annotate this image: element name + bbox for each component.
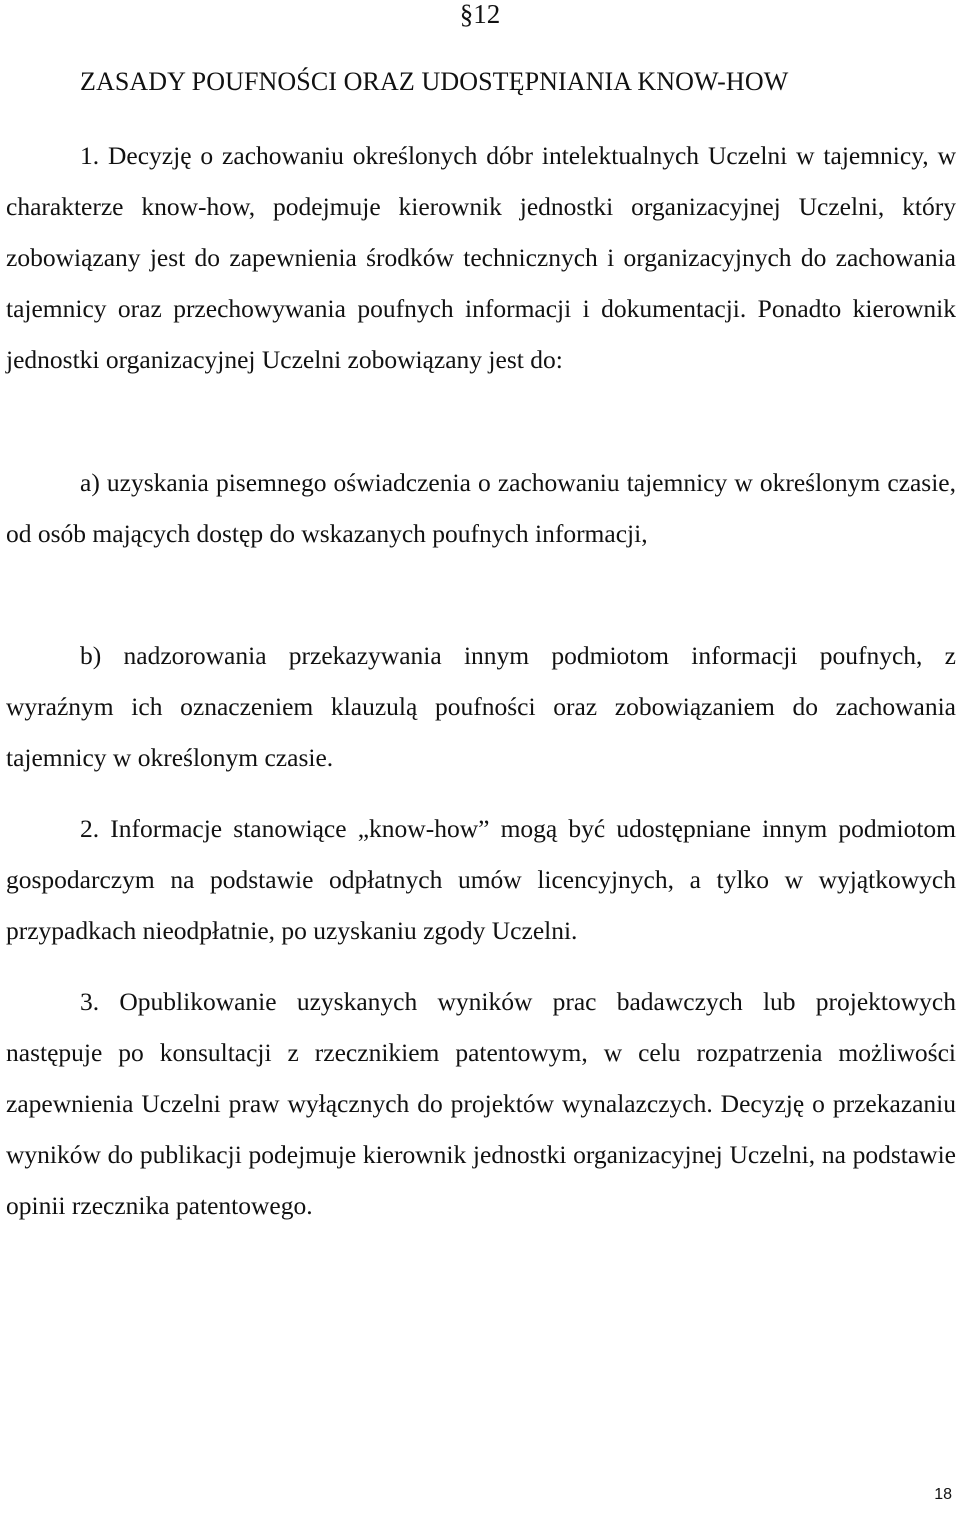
- section-number-text: §12: [459, 0, 501, 29]
- section-number: [0, 0, 960, 34]
- section-title: ZASADY POUFNOŚCI ORAZ UDOSTĘPNIANIA KNOW-HOW: [80, 67, 789, 96]
- paragraph-2: 2. Informacje stanowiące „know-how” mogą być udostępniane innym podmiotom gospodarczym na podstawie odpłatnych umów licencyjnych, a tylko w wyjątkowych przypadkach nieodpłatnie, po uzyskaniu zgody Uczelni.: [6, 814, 956, 945]
- page-number: 18: [934, 1486, 952, 1503]
- paragraph-1-item-a: a) uzyskania pisemnego oświadczenia o zachowaniu tajemnicy w określonym czasie, od osób mających dostęp do wskazanych poufnych informacji,: [6, 468, 956, 548]
- paragraph-3: 3. Opublikowanie uzyskanych wyników prac badawczych lub projektowych następuje po konsultacji z rzecznikiem patentowym, w celu rozpatrzenia możliwości zapewnienia Uczelni praw wyłącznych do projektów wynalazczych. Decyzję o przekazaniu wyników do publikacji podejmuje kierownik jednostki organizacyjnej Uczelni, na podstawie opinii rzecznika patentowego.: [6, 987, 956, 1220]
- paragraph-1-item-b: b) nadzorowania przekazywania innym podmiotom informacji poufnych, z wyraźnym ich oznaczeniem klauzulą poufności oraz zobowiązaniem do zachowania tajemnicy w określonym czasie.: [6, 641, 956, 772]
- paragraph-1: 1. Decyzję o zachowaniu określonych dóbr intelektualnych Uczelni w tajemnicy, w charakterze know-how, podejmuje kierownik jednostki organizacyjnej Uczelni, który zobowiązany jest do zapewnienia środków technicznych i organizacyjnych do zachowania tajemnicy oraz przechowywania poufnych informacji i dokumentacji. Ponadto kierownik jednostki organizacyjnej Uczelni zobowiązany jest do:: [6, 141, 956, 374]
